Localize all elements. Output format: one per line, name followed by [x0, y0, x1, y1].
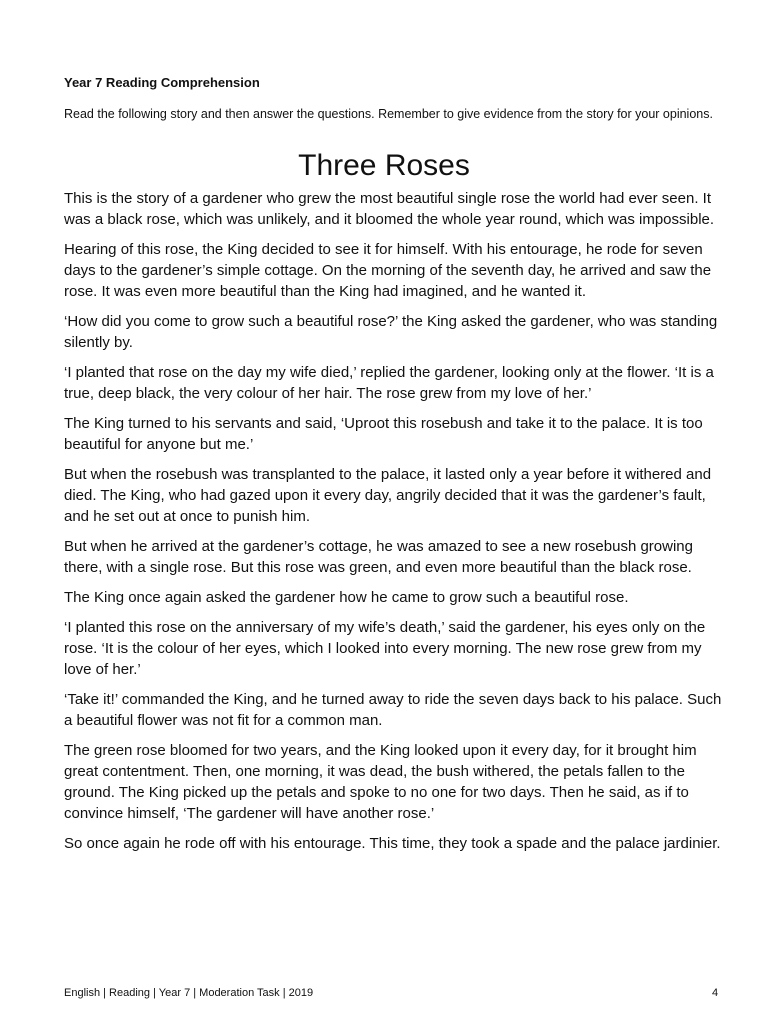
- story-paragraph: So once again he rode off with his entourage. This time, they took a spade and the palace jardinier.: [64, 835, 721, 852]
- instructions-text: Read the following story and then answer the questions. Remember to give evidence from the story for your opinions.: [64, 107, 713, 121]
- story-paragraph: The King once again asked the gardener how he came to grow such a beautiful rose.: [64, 589, 629, 606]
- story-paragraph: This is the story of a gardener who grew the most beautiful single rose the world had ever seen. It was a black rose, which was unlikely, and it bloomed the whole year round, which was impossible.: [64, 190, 715, 228]
- story-paragraph: The King turned to his servants and said, ‘Uproot this rosebush and take it to the palace. It is too beautiful for anyone but me.’: [64, 415, 703, 453]
- story-paragraph: ‘Take it!’ commanded the King, and he turned away to ride the seven days back to his palace. Such a beautiful flower was not fit for a common man.: [64, 691, 722, 729]
- page-number: 4: [712, 987, 719, 999]
- story-body: [64, 188, 728, 863]
- footer-text: English | Reading | Year 7 | Moderation Task | 2019: [64, 987, 314, 999]
- story-paragraph: ‘I planted that rose on the day my wife died,’ replied the gardener, looking only at the flower. ‘It is a true, deep black, the very colour of her hair. The rose grew from my love of her.’: [64, 364, 714, 402]
- story-title: Three Roses: [298, 149, 470, 182]
- section-heading: Year 7 Reading Comprehension: [64, 75, 260, 90]
- story-paragraph: But when he arrived at the gardener’s cottage, he was amazed to see a new rosebush growing there, with a single rose. But this rose was green, and even more beautiful than the black rose.: [64, 538, 693, 576]
- story-paragraph: Hearing of this rose, the King decided to see it for himself. With his entourage, he rode for seven days to the gardener’s simple cottage. On the morning of the seventh day, he arrived and saw the rose. It was even more beautiful than the King had imagined, and he wanted it.: [64, 241, 712, 300]
- story-paragraph: ‘I planted this rose on the anniversary of my wife’s death,’ said the gardener, his eyes only on the rose. ‘It is the colour of her eyes, which I looked into every morning. The new rose grew from my love of her.’: [64, 619, 706, 678]
- story-paragraph: But when the rosebush was transplanted to the palace, it lasted only a year before it withered and died. The King, who had gazed upon it every day, angrily decided that it was the gardener’s fault, and he set out at once to punish him.: [64, 466, 712, 525]
- story-paragraph: ‘How did you come to grow such a beautiful rose?’ the King asked the gardener, who was standing silently by.: [64, 313, 718, 351]
- story-paragraph: The green rose bloomed for two years, and the King looked upon it every day, for it brought him great contentment. Then, one morning, it was dead, the bush withered, the petals fallen to the ground. The King picked up the petals and spoke to no one for two days. Then he said, as if to convince himself, ‘The gardener will have another rose.’: [64, 742, 697, 822]
